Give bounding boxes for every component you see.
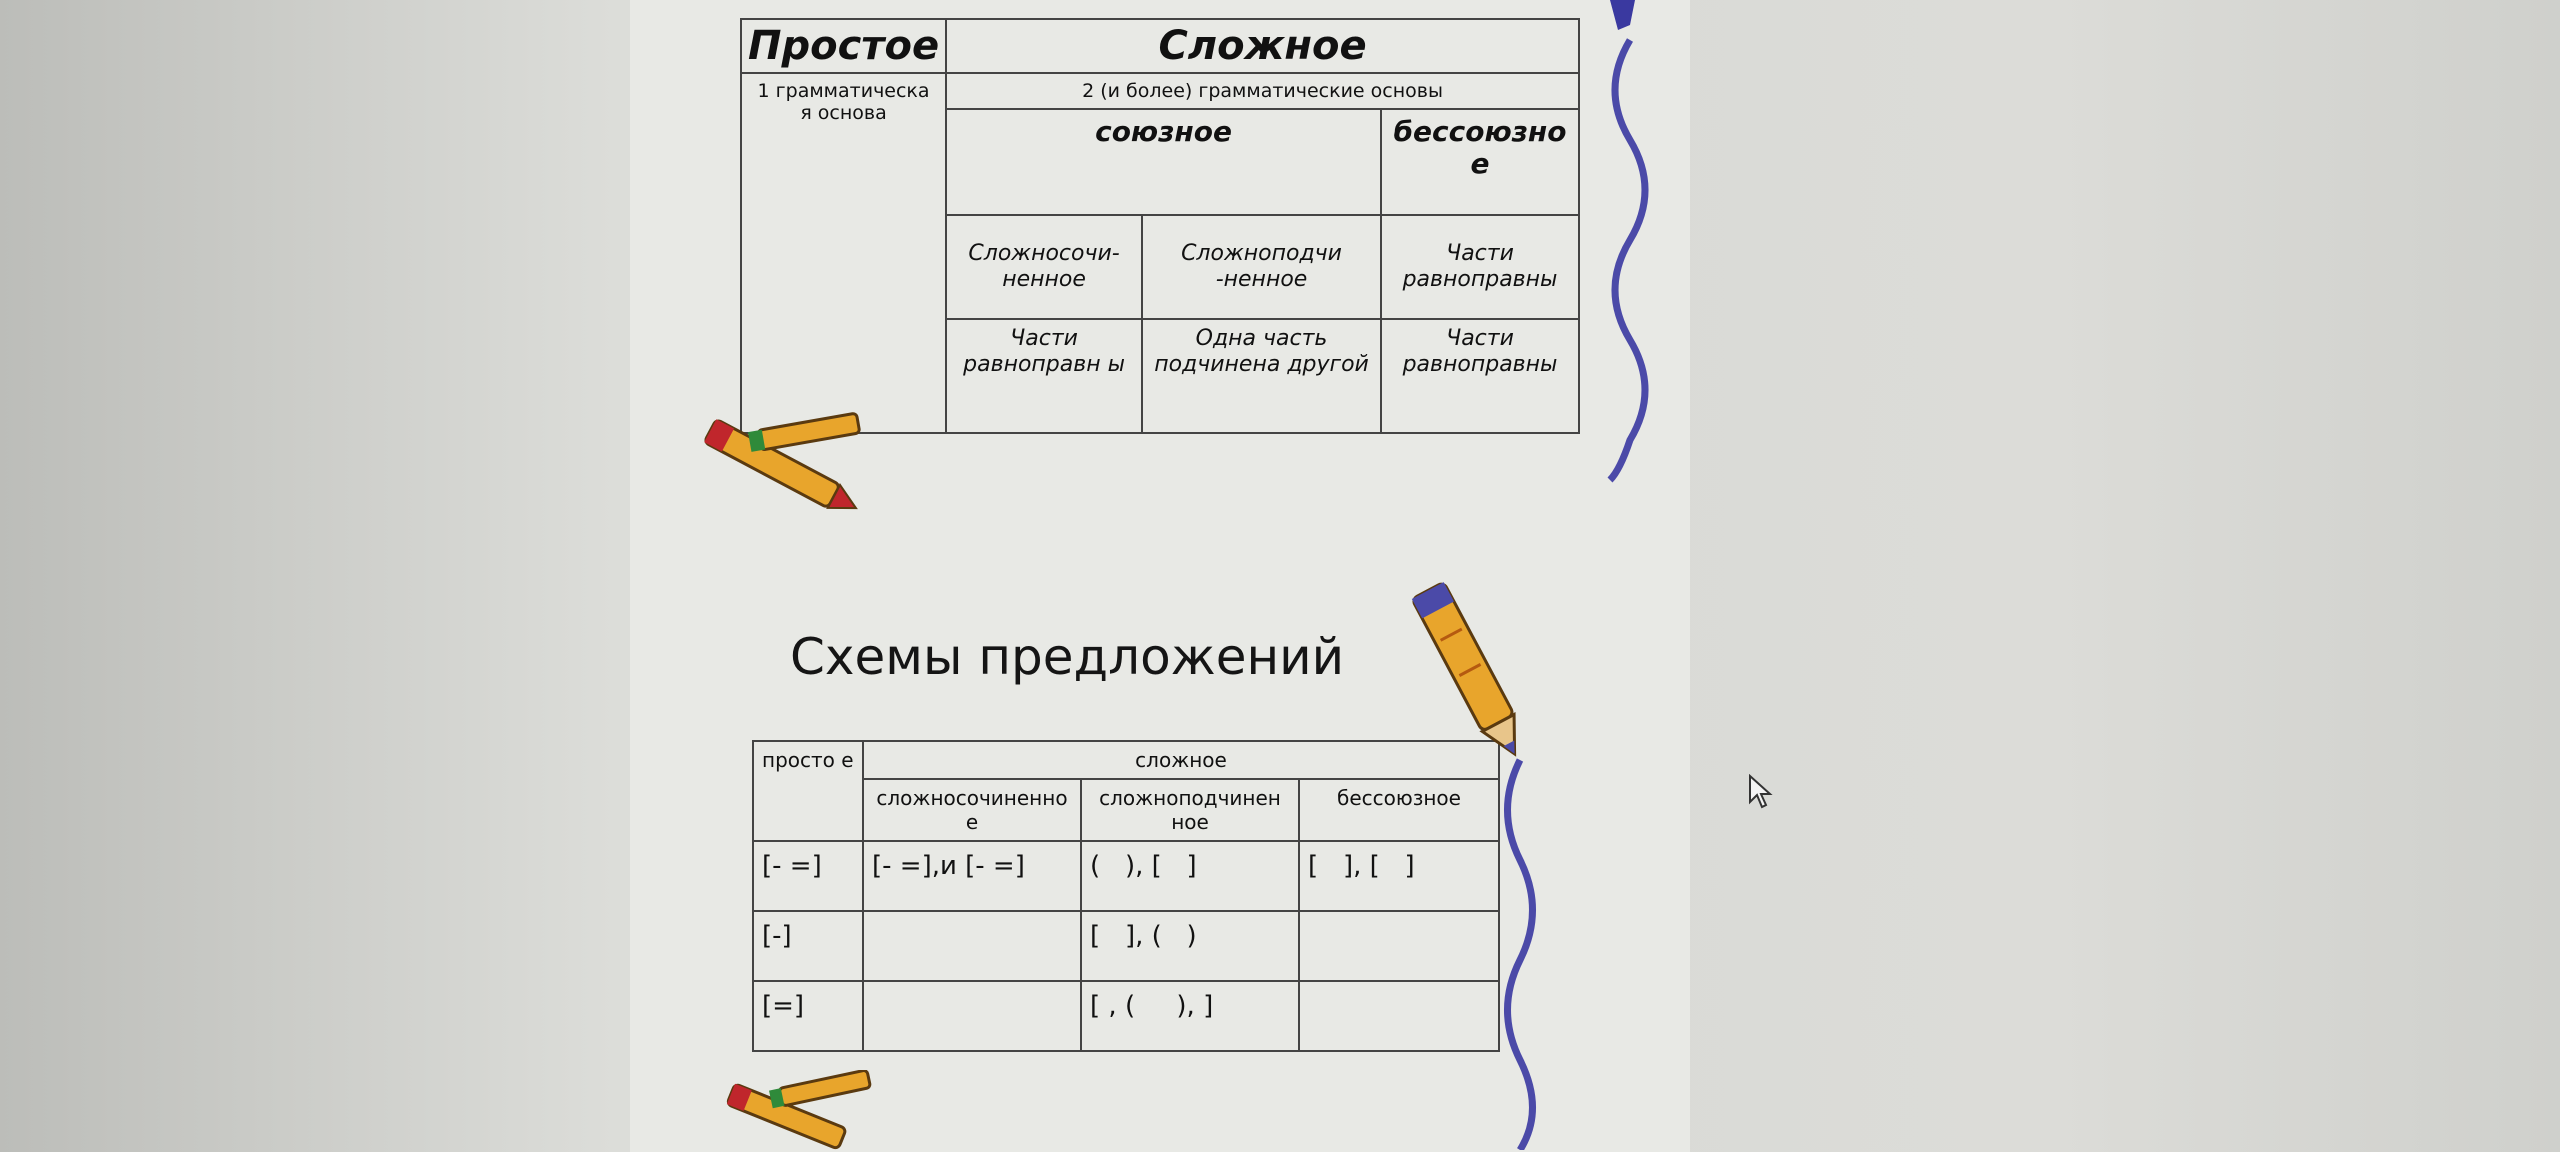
compound-cell: Сложносочи-ненное: [946, 215, 1142, 319]
scheme-nonconj: [1299, 911, 1499, 981]
pencil-icon: [710, 1070, 890, 1152]
crayon-icon: [1400, 570, 1540, 770]
scheme-nonconj: [ ], [ ]: [1299, 841, 1499, 911]
scheme-complex-sub: ( ), [ ]: [1081, 841, 1299, 911]
scheme-header-complex: сложное: [863, 741, 1499, 779]
scheme-simple: [-]: [753, 911, 863, 981]
header-simple: Простое: [741, 19, 946, 73]
section-title: Схемы предложений: [790, 628, 1345, 686]
table-row: [753, 981, 1499, 1051]
scheme-header-nonconj: бессоюзное: [1299, 779, 1499, 841]
compound-description: Части равноправн ы: [946, 319, 1142, 433]
scheme-header-complex-sub: сложноподчинен ное: [1081, 779, 1299, 841]
scheme-simple: [=]: [753, 981, 863, 1051]
sentence-types-table: [740, 18, 1580, 434]
simple-description: 1 грамматическа я основа: [741, 73, 946, 433]
header-complex: Сложное: [946, 19, 1579, 73]
mouse-cursor-icon: [1748, 774, 1774, 810]
pencil-icon: [680, 400, 880, 540]
conjunctive-header: союзное: [946, 109, 1381, 215]
complex-description: 2 (и более) грамматические основы: [946, 73, 1579, 109]
scheme-header-simple: просто е: [753, 741, 863, 841]
scheme-compound: [- =],и [- =]: [863, 841, 1081, 911]
scheme-compound: [863, 911, 1081, 981]
scheme-nonconj: [1299, 981, 1499, 1051]
nonconjunctive-cell: Части равноправны: [1381, 215, 1579, 319]
table-row: [753, 911, 1499, 981]
table-row: [753, 841, 1499, 911]
scheme-complex-sub: [ ], ( ): [1081, 911, 1299, 981]
scheme-simple: [- =]: [753, 841, 863, 911]
complex-subordinate-description: Одна часть подчинена другой: [1142, 319, 1381, 433]
nonconjunctive-header: бессоюзно е: [1381, 109, 1579, 215]
wavy-line-top: [1590, 0, 1670, 490]
scheme-compound: [863, 981, 1081, 1051]
complex-subordinate-cell: Сложноподчи -ненное: [1142, 215, 1381, 319]
scheme-header-compound: сложносочиненно е: [863, 779, 1081, 841]
scheme-complex-sub: [ , ( ), ]: [1081, 981, 1299, 1051]
wavy-line-bottom: [1480, 750, 1560, 1150]
sentence-schemes-table: [752, 740, 1500, 1052]
nonconjunctive-description: Части равноправны: [1381, 319, 1579, 433]
